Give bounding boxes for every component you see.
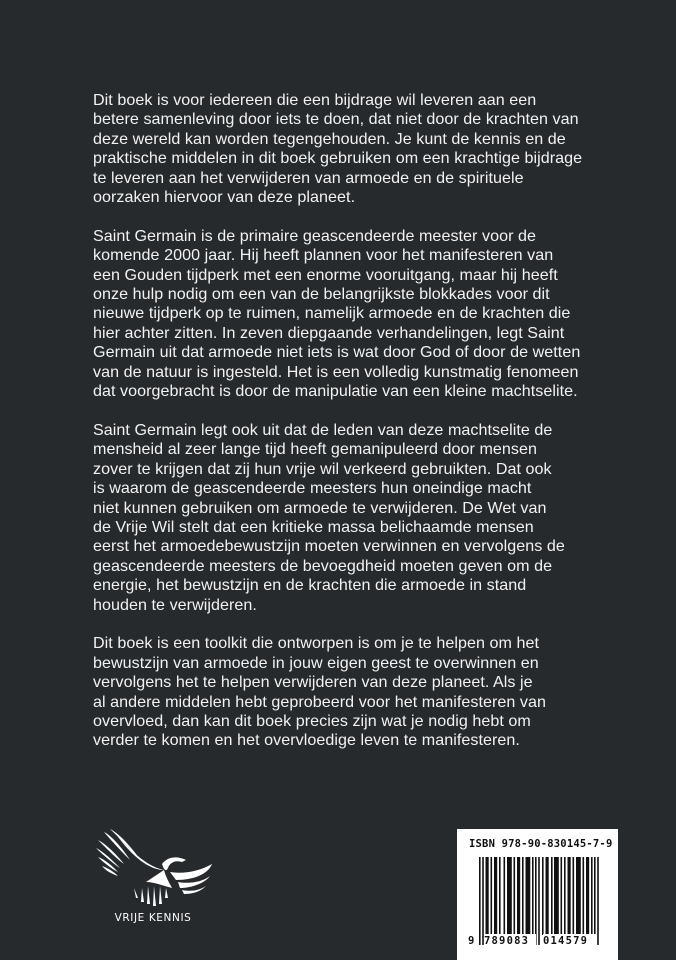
text-line: is waarom de geascendeerde meesters hun oneindige macht	[93, 479, 532, 498]
barcode-digit-prefix: 9	[468, 935, 476, 947]
text-line: van de natuur is ingesteld. Het is een volledig kunstmatig fenomeen	[93, 362, 579, 381]
text-line: al andere middelen hebt geprobeerd voor het manifesteren van	[93, 692, 547, 711]
text-line: deze wereld kan worden tegengehouden. Je kunt de kennis en de	[93, 129, 566, 148]
eagle-icon	[90, 826, 218, 910]
text-line: de Vrije Wil stelt dat een kritieke massa belichaamde mensen	[93, 517, 534, 536]
text-line: Dit boek is voor iedereen die een bijdrage wil leveren aan een	[93, 91, 537, 109]
text-line: betere samenleving door iets te doen, dat niet door de krachten van	[93, 110, 579, 129]
blurb-text	[93, 91, 633, 770]
text-line: niet kunnen gebruiken om armoede te verwijderen. De Wet van	[93, 498, 547, 517]
isbn-label: ISBN 978-90-830145-7-9	[469, 838, 613, 850]
text-line: Germain uit dat armoede niet iets is wat door God of door de wetten	[93, 343, 581, 362]
text-line: nieuwe tijdperk op te ruimen, namelijk armoede en de krachten die	[93, 304, 571, 323]
text-line: geascendeerde meesters de bevoegdheid moeten geven om de	[93, 556, 553, 575]
blurb-paragraph-4	[93, 634, 633, 750]
text-line: hier achter zitten. In zeven diepgaande verhandelingen, legt Saint	[93, 323, 565, 342]
barcode-digits-left: 789083	[484, 934, 536, 948]
blurb-paragraph-1	[93, 91, 633, 207]
text-line: energie, het bewustzijn en de krachten die armoede in stand	[93, 576, 527, 595]
blurb-paragraph-3	[93, 421, 633, 615]
publisher-logo	[88, 826, 218, 936]
publisher-name: VRIJE KENNIS	[114, 912, 192, 924]
text-line: overvloed, dan kan dit boek precies zijn wat je nodig hebt om	[93, 711, 531, 730]
text-line: vervolgens het te helpen verwijderen van deze planeet. Als je	[93, 673, 533, 692]
barcode-icon	[479, 857, 599, 945]
text-line: dat voorgebracht is door de manipulatie van een kleine machtselite.	[93, 382, 578, 401]
text-line: een Gouden tijdperk met een enorme vooruitgang, maar hij heeft	[93, 265, 558, 284]
text-line: oorzaken hiervoor van deze planeet.	[93, 188, 356, 207]
text-line: komende 2000 jaar. Hij heeft plannen voor het manifesteren van	[93, 246, 554, 265]
text-line: verder te komen en het overvloedige leven te manifesteren.	[93, 731, 520, 750]
text-line: Dit boek is een toolkit die ontworpen is om je te helpen om het	[93, 634, 539, 653]
text-line: mensheid al zeer lange tijd heeft gemanipuleerd door mensen	[93, 440, 538, 459]
text-line: eerst het armoedebewustzijn moeten verwinnen en vervolgens de	[93, 537, 565, 556]
text-line: zover te krijgen dat zij hun vrije wil verkeerd gebruikten. Dat ook	[93, 459, 552, 478]
text-line: praktische middelen in dit boek gebruiken om een krachtige bijdrage	[93, 149, 583, 168]
text-line: Saint Germain legt ook uit dat de leden van deze machtselite de	[93, 420, 553, 439]
text-line: te leveren aan het verwijderen van armoede en de spirituele	[93, 168, 524, 187]
barcode-digits-right: 014579	[543, 934, 597, 948]
text-line: bewustzijn van armoede in jouw eigen geest te overwinnen en	[93, 653, 539, 672]
blurb-paragraph-2	[93, 227, 633, 402]
text-line: Saint Germain is de primaire geascendeerde meester voor de	[93, 226, 537, 245]
text-line: onze hulp nodig om een van de belangrijkste blokkades voor dit	[93, 285, 550, 304]
text-line: houden te verwijderen.	[93, 595, 257, 614]
isbn-barcode	[457, 829, 618, 960]
